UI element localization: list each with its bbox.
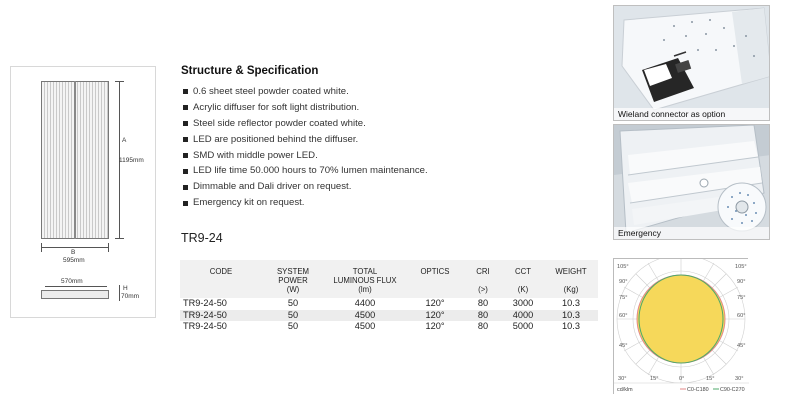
emergency-photo [613, 124, 770, 240]
square-bullet-icon [183, 201, 188, 206]
spec-item-text: Steel side reflector powder coated white. [193, 117, 366, 129]
cell-cri: 80 [464, 310, 502, 322]
col-header-optics: OPTICS [406, 260, 464, 298]
panel-side-view [41, 290, 109, 299]
polar-legend-c0: C0-C180 [687, 387, 709, 393]
spec-item [183, 179, 428, 195]
dim-h-line [119, 285, 120, 301]
square-bullet-icon [183, 153, 188, 158]
model-title: TR9-24 [181, 231, 223, 245]
wieland-connector-illustration [614, 6, 770, 121]
polar-unit: cd/klm [617, 387, 633, 393]
cell-flux: 4400 [354, 298, 376, 308]
table-header-row [180, 260, 598, 298]
spec-item-text: Emergency kit on request. [193, 197, 305, 209]
cell-power: 50 [287, 321, 299, 331]
dim-b-line [41, 247, 109, 248]
emergency-caption: Emergency [614, 227, 769, 239]
cell-optics: 120° [425, 321, 445, 331]
spec-item [183, 84, 428, 100]
col-header-flux: TOTAL LUMINOUS FLUX (lm) [324, 260, 406, 298]
dim-b-tick-left [41, 243, 42, 252]
spec-item-text: Dimmable and Dali driver on request. [193, 181, 352, 193]
square-bullet-icon [183, 121, 188, 126]
cell-optics: 120° [406, 310, 464, 322]
dim-w-value: 570mm [61, 278, 83, 285]
col-header-weight: WEIGHT (Kg) [544, 260, 598, 298]
cell-code: TR9-24-50 [183, 298, 227, 308]
cell-cct: 3000 [512, 298, 534, 308]
cell-power: 50 [262, 310, 324, 322]
polar-label-90-left: 90° [619, 279, 628, 285]
spec-item-text: 0.6 sheet steel powder coated white. [193, 86, 349, 97]
dim-a-tick-top [115, 81, 124, 82]
emergency-kit-illustration [614, 125, 770, 240]
dim-a-value: 1195mm [119, 157, 144, 164]
spec-item [183, 100, 428, 116]
polar-curve-c0 [637, 275, 725, 363]
col-header-code: CODE [180, 260, 262, 298]
polar-label-45-left: 45° [619, 343, 628, 349]
cell-weight: 10.3 [562, 321, 580, 331]
square-bullet-icon [183, 89, 188, 94]
dim-b-value: 595mm [63, 257, 85, 264]
dim-b-tick-right [108, 243, 109, 252]
cell-flux: 4500 [324, 310, 406, 322]
spec-list [183, 84, 428, 211]
spec-item-text: LED life time 50.000 hours to 70% lumen maintenance. [193, 165, 428, 177]
table-row [180, 310, 598, 322]
cell-cct: 4000 [502, 310, 544, 322]
polar-label-45-right: 45° [737, 343, 746, 349]
dim-b-letter: B [71, 249, 76, 256]
square-bullet-icon [183, 105, 188, 110]
cell-cri: 80 [477, 298, 489, 308]
polar-label-105-left: 105° [617, 264, 629, 270]
spec-item [183, 132, 428, 148]
spec-table [180, 260, 598, 333]
polar-label-30-bottom-right: 30° [735, 376, 744, 382]
col-header-cri: CRI (>) [464, 260, 502, 298]
dim-h-letter: H [123, 285, 128, 292]
square-bullet-icon [183, 169, 188, 174]
wieland-caption: Wieland connector as option [614, 108, 769, 120]
cell-cct: 5000 [512, 321, 534, 331]
polar-legend-c90: C90-C270 [720, 387, 745, 393]
dim-a-letter: A [122, 137, 127, 144]
spec-item [183, 163, 428, 179]
cell-flux: 4500 [354, 321, 376, 331]
spec-item-text: LED are positioned behind the diffuser. [193, 133, 359, 145]
polar-label-60-right: 60° [737, 313, 746, 319]
cell-optics: 120° [425, 298, 445, 308]
square-bullet-icon [183, 137, 188, 142]
spec-item [183, 116, 428, 132]
polar-label-15-bottom-right: 15° [706, 376, 715, 382]
dim-a-tick-bottom [115, 238, 124, 239]
dim-w-line [45, 286, 107, 287]
polar-label-75-left: 75° [619, 295, 628, 301]
square-bullet-icon [183, 185, 188, 190]
cell-code: TR9-24-50 [180, 310, 262, 322]
cell-power: 50 [287, 298, 299, 308]
polar-label-105-right: 105° [735, 264, 747, 270]
polar-label-0-bottom: 0° [679, 376, 685, 382]
table-row [180, 298, 598, 310]
cell-code: TR9-24-50 [183, 321, 227, 331]
cell-weight: 10.3 [562, 298, 580, 308]
cell-cri: 80 [477, 321, 489, 331]
spec-item-text: SMD with middle power LED. [193, 149, 318, 161]
polar-label-75-right: 75° [737, 295, 746, 301]
polar-label-60-left: 60° [619, 313, 628, 319]
cell-weight: 10.3 [544, 310, 598, 322]
dim-h-value: 70mm [121, 293, 140, 300]
polar-light-distribution [613, 258, 748, 394]
spec-item [183, 195, 428, 211]
polar-diagram-svg [614, 259, 749, 395]
dimension-drawing [10, 66, 156, 318]
polar-label-90-right: 90° [737, 279, 746, 285]
polar-label-30-bottom-left: 30° [618, 376, 627, 382]
panel-center-divider [74, 81, 76, 239]
table-row [180, 321, 598, 333]
polar-label-15-bottom-left: 15° [650, 376, 659, 382]
col-header-cct: CCT (K) [502, 260, 544, 298]
col-header-power: SYSTEM POWER (W) [262, 260, 324, 298]
spec-item-text: Acrylic diffuser for soft light distribution. [193, 101, 360, 113]
spec-heading: Structure & Specification [181, 65, 319, 77]
spec-item [183, 148, 428, 164]
wieland-connector-photo [613, 5, 770, 121]
